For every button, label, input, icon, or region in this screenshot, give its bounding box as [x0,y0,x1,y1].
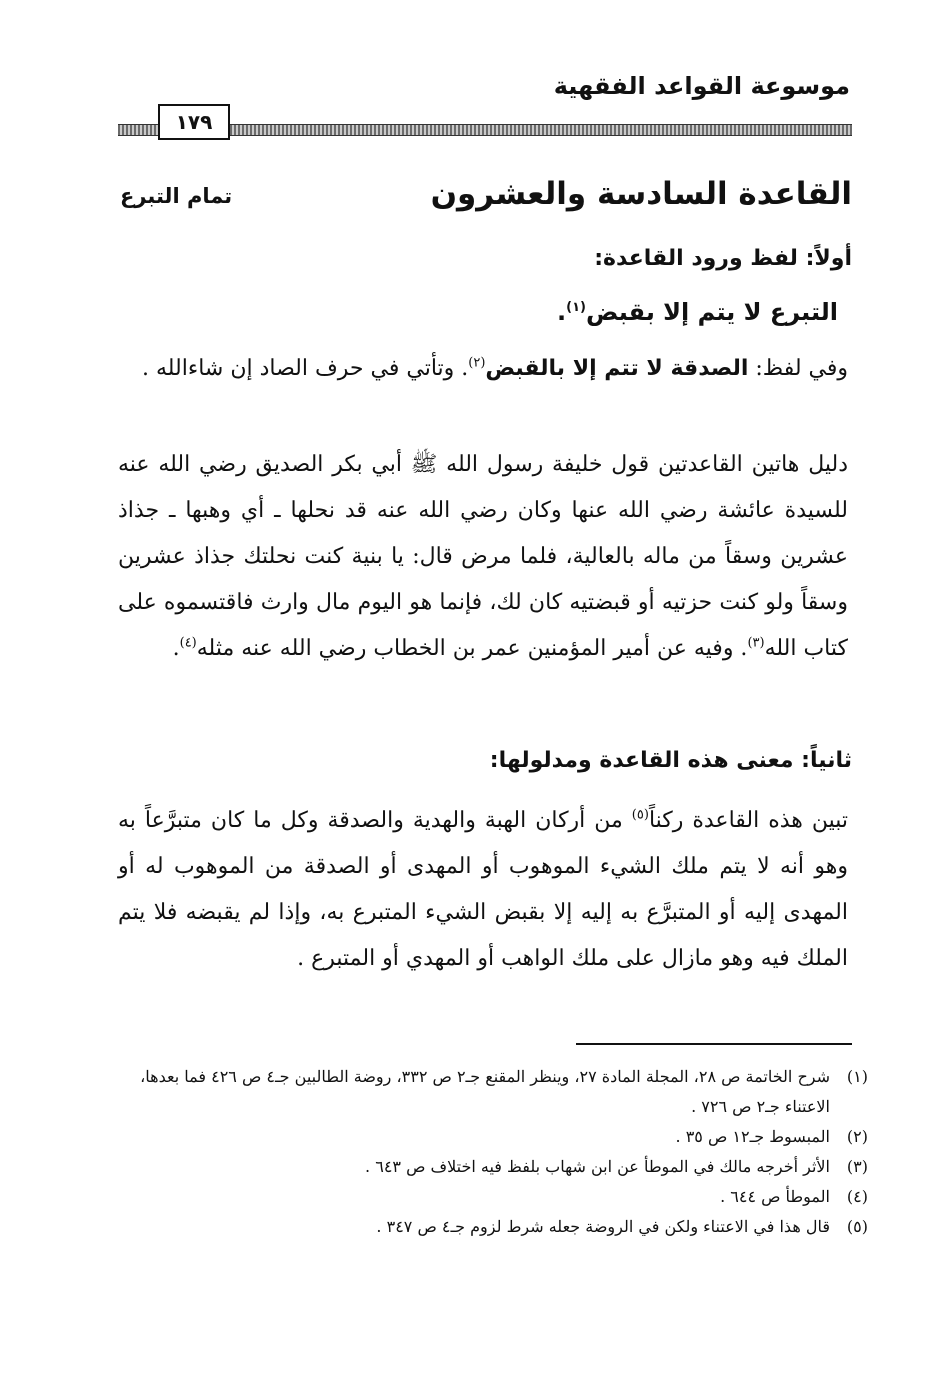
footnote-separator [576,1043,852,1045]
footnote-text: المبسوط جـ١٢ ص ٣٥ . [675,1127,830,1146]
rule-name: تمام التبرع [120,184,233,208]
footnote-number: (٤) [846,1187,868,1206]
footnote-item [118,1062,868,1122]
paragraph-text: . وتأتي في حرف الصاد إن شاءالله . [141,356,469,381]
rule-statement [557,298,838,326]
footnote-item [118,1122,868,1152]
footnote-text: شرح الخاتمة ص ٢٨، المجلة المادة ٢٧، وينظر المقنع جـ٢ ص ٣٣٢، روضة الطالبين جـ٤ ص ٤٢٦ فما بعدها، الاعتناء جـ٢ ص ٧٢٦ . [140,1067,830,1116]
running-title: موسوعة القواعد الفقهية [553,72,850,100]
footnote-text: قال هذا في الاعتناء ولكن في الروضة جعله شرط لزوم جـ٤ ص ٣٤٧ . [376,1217,830,1236]
page-number: ١٧٩ [158,104,230,140]
footnote-item [118,1182,868,1212]
paragraph-text: دليل هاتين القاعدتين قول خليفة رسول الله ﷺ أبي بكر الصديق رضي الله عنه للسيدة عائشة رضي الله عنها وكان رضي الله عنه قد نحلها ـ أي وهبها ـ جذاذ عشرين وسقاً من ماله بالعالية، فلما مرض قال: يا بنية كنت نحلتك جذاذ عشرين وسقاً ولو كنت حزتيه أو قبضتيه كان لك، فإنما هو اليوم مال وارث فاقتسموه على كتاب الله [118,452,848,661]
footnote-marker: (٢) [468,355,486,371]
paragraph-text: . [172,636,180,661]
section-heading-1: أولاً: لفظ ورود القاعدة: [594,246,852,271]
footnote-marker: (١) [566,300,586,315]
footnote-text: الأثر أخرجه مالك في الموطأ عن ابن شهاب بلفظ فيه اختلاف ص ٦٤٣ . [365,1157,830,1176]
footnote-text: الموطأ ص ٦٤٤ . [720,1187,830,1206]
rule-statement-end: . [557,298,567,326]
section-heading-2: ثانياً: معنى هذه القاعدة ومدلولها: [489,748,852,773]
paragraph-text: تبين هذه القاعدة ركناً [648,808,849,833]
paragraph-variant-wording [118,346,848,392]
paragraph-text: من أركان الهبة والهدية والصدقة وكل ما كان متبرَّعاً به وهو أنه لا يتم ملك الشيء الموهوب أو المهدى أو الصدقة من الموهوب له أو المهدى إليه أو المتبرَّع به إليه إلا بقبض الشيء المتبرع به، وإذا لم يقبضه فلا يتم الملك فيه وهو مازال على ملك الواهب أو المهدي أو المتبرع . [118,808,848,971]
footnote-number: (١) [846,1067,868,1086]
rule-number-title: القاعدة السادسة والعشرون [430,176,852,212]
paragraph-meaning [118,798,848,982]
paragraph-text: وفي لفظ: [748,356,848,381]
footnote-item [118,1152,868,1182]
footnote-item [118,1212,868,1242]
footnote-number: (٣) [846,1157,868,1176]
footnote-marker: (٥) [631,807,649,823]
footnote-number: (٥) [846,1217,868,1236]
footnote-number: (٢) [846,1127,868,1146]
rule-statement-text: التبرع لا يتم إلا بقبض [586,298,838,326]
footnote-marker: (٤) [179,635,197,651]
bold-rule-text: الصدقة لا تتم إلا بالقبض [485,356,749,381]
footnotes [118,1062,868,1242]
paragraph-text: . وفيه عن أمير المؤمنين عمر بن الخطاب رضي الله عنه مثله [196,636,748,661]
paragraph-evidence [118,442,848,672]
footnote-marker: (٣) [747,635,765,651]
